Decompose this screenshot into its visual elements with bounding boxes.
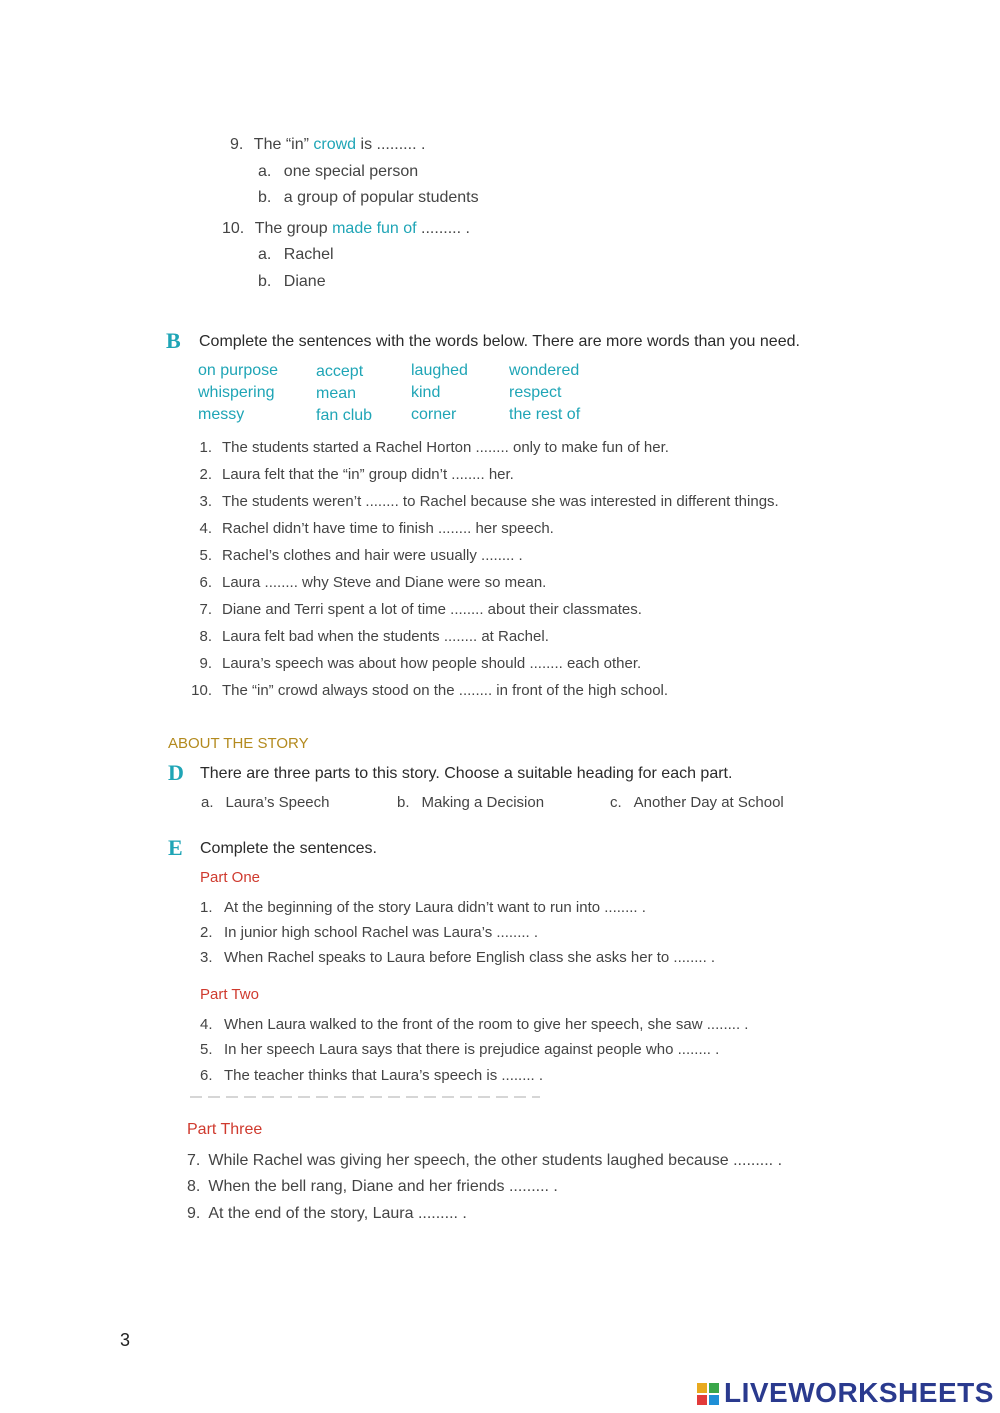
item-number: 4. — [200, 1016, 213, 1033]
item-text: While Rachel was giving her speech, the other students laughed because ......... . — [208, 1152, 783, 1169]
word-bank-item: kind — [411, 384, 441, 401]
about-the-story-heading: ABOUT THE STORY — [168, 735, 309, 752]
item-text: At the beginning of the story Laura didn’t want to run into ........ . — [224, 899, 646, 916]
item-number: 6. — [199, 574, 212, 591]
word-bank-item: accept — [316, 363, 364, 380]
section-letter-d: D — [168, 760, 184, 785]
section-d-instruction: There are three parts to this story. Choose a suitable heading for each part. — [200, 765, 733, 782]
vocab-keyword: made fun of — [332, 220, 417, 237]
option-label: a. — [258, 246, 272, 263]
item-text: The teacher thinks that Laura’s speech is ........ . — [224, 1067, 544, 1084]
item-number: 2. — [199, 466, 212, 483]
section-e-instruction: Complete the sentences. — [200, 840, 377, 857]
list-item — [200, 1041, 719, 1058]
item-text: Laura’s speech was about how people should ........ each other. — [222, 655, 642, 672]
option-label: b. — [258, 273, 272, 290]
item-number: 10. — [191, 682, 212, 699]
list-item — [200, 899, 646, 916]
list-item — [190, 520, 554, 537]
word-bank-item: whispering — [198, 384, 275, 401]
item-number: 5. — [199, 547, 212, 564]
option-text: Diane — [283, 273, 326, 290]
item-text: When Laura walked to the front of the room to give her speech, she saw ........ . — [224, 1016, 749, 1033]
question-text-pre: The “in” — [253, 136, 314, 153]
list-item — [190, 655, 641, 672]
list-item — [190, 439, 669, 456]
item-text: Laura felt that the “in” group didn’t ........ her. — [222, 466, 514, 483]
item-number: 3. — [200, 949, 213, 966]
option-text: Laura’s Speech — [225, 794, 330, 811]
item-number: 4. — [199, 520, 212, 537]
option-a — [258, 246, 334, 264]
logo-square — [697, 1383, 707, 1393]
part-three-heading: Part Three — [187, 1121, 263, 1138]
item-text: When the bell rang, Diane and her friends ......... . — [208, 1178, 558, 1195]
item-text: Rachel didn’t have time to finish ........ her speech. — [222, 520, 554, 537]
question-number: 9. — [230, 136, 244, 153]
question-10 — [222, 220, 470, 238]
option-b — [258, 273, 326, 291]
list-item — [190, 466, 514, 483]
item-text: The students started a Rachel Horton ........ only to make fun of her. — [222, 439, 669, 456]
item-number: 2. — [200, 924, 213, 941]
word-bank — [198, 362, 618, 428]
option-text: a group of popular students — [283, 189, 479, 206]
option-text: Rachel — [283, 246, 334, 263]
section-b-instruction: Complete the sentences with the words below. There are more words than you need. — [199, 333, 800, 350]
item-number: 8. — [199, 628, 212, 645]
list-item — [200, 1016, 748, 1033]
item-text: In junior high school Rachel was Laura’s ........ . — [224, 924, 539, 941]
question-9 — [230, 136, 425, 154]
item-number: 5. — [200, 1041, 213, 1058]
option-label: b. — [258, 189, 272, 206]
word-bank-item: the rest of — [509, 406, 581, 423]
brand-name: LIVEWORKSHEETS — [724, 1377, 994, 1408]
item-number: 9. — [199, 655, 212, 672]
list-item — [187, 1205, 467, 1223]
word-bank-item: fan club — [316, 407, 373, 424]
heading-option-b — [397, 794, 544, 811]
list-item — [200, 924, 538, 941]
part-one-heading: Part One — [200, 869, 261, 886]
part-two-heading: Part Two — [200, 986, 259, 1003]
list-item — [187, 1178, 558, 1196]
option-text: one special person — [283, 163, 419, 180]
word-bank-item: mean — [316, 385, 357, 402]
item-text: The students weren’t ........ to Rachel because she was interested in different things. — [222, 493, 779, 510]
liveworksheets-logo[interactable] — [697, 1377, 993, 1409]
word-bank-item: respect — [509, 384, 562, 401]
item-number: 1. — [200, 899, 213, 916]
question-text-pre: The group — [254, 220, 333, 237]
logo-square — [709, 1383, 719, 1393]
word-bank-item: corner — [411, 406, 457, 423]
logo-square — [697, 1395, 707, 1405]
option-a — [258, 163, 418, 181]
item-text: Laura felt bad when the students ........ at Rachel. — [222, 628, 549, 645]
heading-option-c — [610, 794, 784, 811]
word-bank-item: on purpose — [198, 362, 279, 379]
list-item — [200, 1067, 543, 1084]
item-number: 1. — [199, 439, 212, 456]
question-number: 10. — [222, 220, 245, 237]
question-text-post: ......... . — [416, 220, 470, 237]
item-number: 7. — [187, 1152, 201, 1169]
option-text: Another Day at School — [633, 794, 784, 811]
word-bank-item: laughed — [411, 362, 468, 379]
faded-line-artifact — [190, 1096, 540, 1098]
list-item — [190, 628, 549, 645]
word-bank-item: wondered — [509, 362, 580, 379]
section-letter-b: B — [166, 328, 181, 353]
item-number: 7. — [199, 601, 212, 618]
option-label: b. — [397, 794, 410, 811]
page-number: 3 — [120, 1330, 131, 1350]
option-label: a. — [201, 794, 214, 811]
heading-option-a — [201, 794, 329, 811]
item-number: 3. — [199, 493, 212, 510]
question-text-post: is ......... . — [356, 136, 426, 153]
item-text: The “in” crowd always stood on the ........ in front of the high school. — [222, 682, 669, 699]
item-text: When Rachel speaks to Laura before English class she asks her to ........ . — [224, 949, 716, 966]
list-item — [190, 547, 523, 564]
list-item — [190, 574, 546, 591]
list-item — [190, 493, 779, 510]
item-text: Rachel’s clothes and hair were usually ........ . — [222, 547, 523, 564]
item-number: 8. — [187, 1178, 201, 1195]
word-bank-item: messy — [198, 406, 245, 423]
item-number: 9. — [187, 1205, 201, 1222]
option-label: a. — [258, 163, 272, 180]
option-text: Making a Decision — [421, 794, 545, 811]
list-item — [200, 949, 715, 966]
logo-square — [709, 1395, 719, 1405]
item-number: 6. — [200, 1067, 213, 1084]
option-label: c. — [610, 794, 622, 811]
item-text: At the end of the story, Laura ......... . — [208, 1205, 467, 1222]
list-item — [190, 682, 668, 699]
list-item — [187, 1152, 782, 1170]
item-text: Laura ........ why Steve and Diane were so mean. — [222, 574, 547, 591]
option-b — [258, 189, 479, 207]
item-text: Diane and Terri spent a lot of time ........ about their classmates. — [222, 601, 642, 618]
item-text: In her speech Laura says that there is prejudice against people who ........ . — [224, 1041, 720, 1058]
vocab-keyword: crowd — [313, 136, 357, 153]
logo-mark — [697, 1383, 721, 1405]
section-letter-e: E — [168, 835, 183, 860]
list-item — [190, 601, 642, 618]
